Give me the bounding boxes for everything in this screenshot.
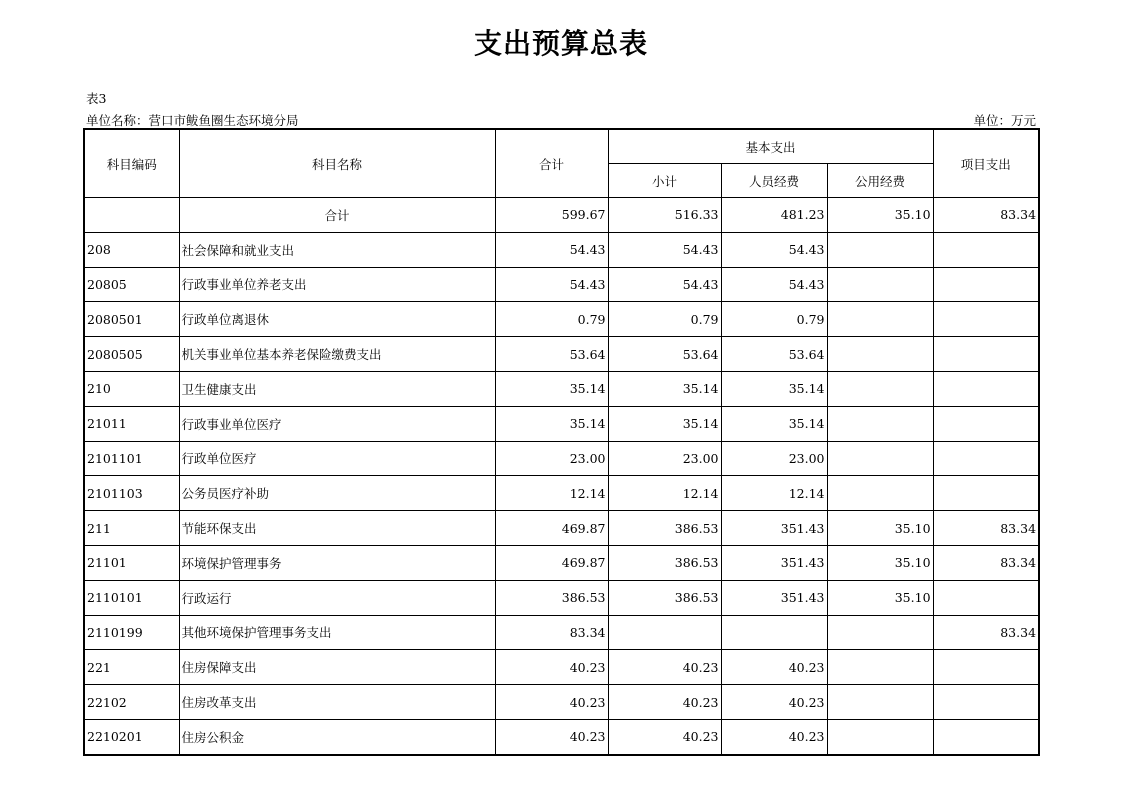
cell-total: 35.14 (495, 371, 608, 406)
cell-total: 54.43 (495, 267, 608, 302)
header-basic: 基本支出 (608, 129, 933, 164)
cell-code: 2080505 (84, 337, 179, 372)
cell-total: 40.23 (495, 719, 608, 754)
cell-name: 卫生健康支出 (179, 371, 495, 406)
table-row (84, 685, 1039, 720)
cell-project (933, 337, 1039, 372)
cell-project (933, 580, 1039, 615)
cell-personnel: 54.43 (721, 267, 827, 302)
header-code: 科目编码 (84, 129, 179, 198)
cell-name: 行政单位离退休 (179, 302, 495, 337)
cell-code: 20805 (84, 267, 179, 302)
cell-project (933, 267, 1039, 302)
cell-personnel: 351.43 (721, 545, 827, 580)
cell-personnel: 53.64 (721, 337, 827, 372)
cell-public: 35.10 (827, 198, 933, 233)
cell-name: 行政事业单位养老支出 (179, 267, 495, 302)
cell-subtotal (608, 615, 721, 650)
cell-total: 54.43 (495, 232, 608, 267)
cell-code: 21011 (84, 406, 179, 441)
cell-code: 2101103 (84, 476, 179, 511)
cell-code: 221 (84, 650, 179, 685)
cell-name: 其他环境保护管理事务支出 (179, 615, 495, 650)
cell-name: 环境保护管理事务 (179, 545, 495, 580)
cell-subtotal: 35.14 (608, 371, 721, 406)
cell-total: 599.67 (495, 198, 608, 233)
cell-public (827, 650, 933, 685)
cell-subtotal: 35.14 (608, 406, 721, 441)
cell-project: 83.34 (933, 545, 1039, 580)
table-row (84, 371, 1039, 406)
table-row (84, 337, 1039, 372)
cell-public (827, 267, 933, 302)
header-total: 合计 (495, 129, 608, 198)
cell-name: 公务员医疗补助 (179, 476, 495, 511)
cell-name: 社会保障和就业支出 (179, 232, 495, 267)
cell-total: 83.34 (495, 615, 608, 650)
cell-public (827, 337, 933, 372)
cell-code: 211 (84, 511, 179, 546)
cell-subtotal: 40.23 (608, 685, 721, 720)
cell-project (933, 719, 1039, 754)
cell-total: 386.53 (495, 580, 608, 615)
cell-code: 21101 (84, 545, 179, 580)
cell-total: 35.14 (495, 406, 608, 441)
cell-public (827, 476, 933, 511)
cell-public (827, 406, 933, 441)
cell-personnel: 40.23 (721, 650, 827, 685)
cell-personnel: 35.14 (721, 406, 827, 441)
table-row (84, 476, 1039, 511)
cell-subtotal: 12.14 (608, 476, 721, 511)
cell-public: 35.10 (827, 511, 933, 546)
table-row (84, 406, 1039, 441)
cell-name: 合计 (179, 198, 495, 233)
cell-public: 35.10 (827, 545, 933, 580)
cell-project (933, 302, 1039, 337)
cell-public (827, 615, 933, 650)
cell-subtotal: 0.79 (608, 302, 721, 337)
cell-total: 469.87 (495, 511, 608, 546)
cell-total: 40.23 (495, 650, 608, 685)
cell-subtotal: 40.23 (608, 650, 721, 685)
cell-code: 2101101 (84, 441, 179, 476)
cell-name: 节能环保支出 (179, 511, 495, 546)
cell-code: 2110199 (84, 615, 179, 650)
cell-name: 住房改革支出 (179, 685, 495, 720)
cell-public: 35.10 (827, 580, 933, 615)
budget-table (83, 128, 1040, 756)
cell-personnel: 12.14 (721, 476, 827, 511)
cell-public (827, 302, 933, 337)
cell-public (827, 719, 933, 754)
cell-name: 住房公积金 (179, 719, 495, 754)
cell-personnel: 35.14 (721, 371, 827, 406)
page-title: 支出预算总表 (473, 27, 648, 60)
cell-personnel (721, 615, 827, 650)
header-name: 科目名称 (179, 129, 495, 198)
cell-name: 行政事业单位医疗 (179, 406, 495, 441)
unit-name: 单位名称：营口市鲅鱼圈生态环境分局 (86, 113, 299, 128)
header-personnel: 人员经费 (721, 164, 827, 198)
header-project: 项目支出 (933, 129, 1039, 198)
cell-total: 53.64 (495, 337, 608, 372)
cell-code: 208 (84, 232, 179, 267)
cell-personnel: 23.00 (721, 441, 827, 476)
cell-subtotal: 23.00 (608, 441, 721, 476)
cell-total: 469.87 (495, 545, 608, 580)
cell-subtotal: 386.53 (608, 580, 721, 615)
cell-project (933, 232, 1039, 267)
cell-code: 2080501 (84, 302, 179, 337)
cell-code: 210 (84, 371, 179, 406)
cell-project (933, 371, 1039, 406)
cell-public (827, 441, 933, 476)
cell-subtotal: 40.23 (608, 719, 721, 754)
cell-personnel: 54.43 (721, 232, 827, 267)
table-row (84, 511, 1039, 546)
cell-personnel: 40.23 (721, 719, 827, 754)
cell-name: 行政运行 (179, 580, 495, 615)
currency-unit: 单位：万元 (973, 113, 1036, 128)
table-row (84, 198, 1039, 233)
cell-subtotal: 386.53 (608, 511, 721, 546)
table-row (84, 441, 1039, 476)
cell-public (827, 685, 933, 720)
table-row (84, 580, 1039, 615)
table-row (84, 267, 1039, 302)
cell-project: 83.34 (933, 615, 1039, 650)
cell-name: 住房保障支出 (179, 650, 495, 685)
cell-personnel: 351.43 (721, 511, 827, 546)
cell-code: 2210201 (84, 719, 179, 754)
table-row (84, 650, 1039, 685)
cell-personnel: 481.23 (721, 198, 827, 233)
cell-public (827, 232, 933, 267)
cell-project: 83.34 (933, 198, 1039, 233)
cell-total: 12.14 (495, 476, 608, 511)
table-row (84, 545, 1039, 580)
cell-project: 83.34 (933, 511, 1039, 546)
cell-project (933, 406, 1039, 441)
cell-subtotal: 386.53 (608, 545, 721, 580)
cell-personnel: 0.79 (721, 302, 827, 337)
cell-personnel: 40.23 (721, 685, 827, 720)
cell-total: 0.79 (495, 302, 608, 337)
cell-name: 机关事业单位基本养老保险缴费支出 (179, 337, 495, 372)
cell-project (933, 441, 1039, 476)
cell-project (933, 476, 1039, 511)
cell-code: 2110101 (84, 580, 179, 615)
header-subtotal: 小计 (608, 164, 721, 198)
table-number: 表3 (86, 91, 107, 106)
table-row (84, 719, 1039, 754)
cell-public (827, 371, 933, 406)
cell-total: 23.00 (495, 441, 608, 476)
table-row (84, 302, 1039, 337)
cell-subtotal: 516.33 (608, 198, 721, 233)
cell-total: 40.23 (495, 685, 608, 720)
cell-name: 行政单位医疗 (179, 441, 495, 476)
cell-code (84, 198, 179, 233)
table-row (84, 615, 1039, 650)
cell-subtotal: 53.64 (608, 337, 721, 372)
table-row (84, 232, 1039, 267)
cell-code: 22102 (84, 685, 179, 720)
cell-project (933, 685, 1039, 720)
cell-subtotal: 54.43 (608, 267, 721, 302)
cell-personnel: 351.43 (721, 580, 827, 615)
table-body (84, 198, 1039, 755)
header-public: 公用经费 (827, 164, 933, 198)
cell-project (933, 650, 1039, 685)
cell-subtotal: 54.43 (608, 232, 721, 267)
